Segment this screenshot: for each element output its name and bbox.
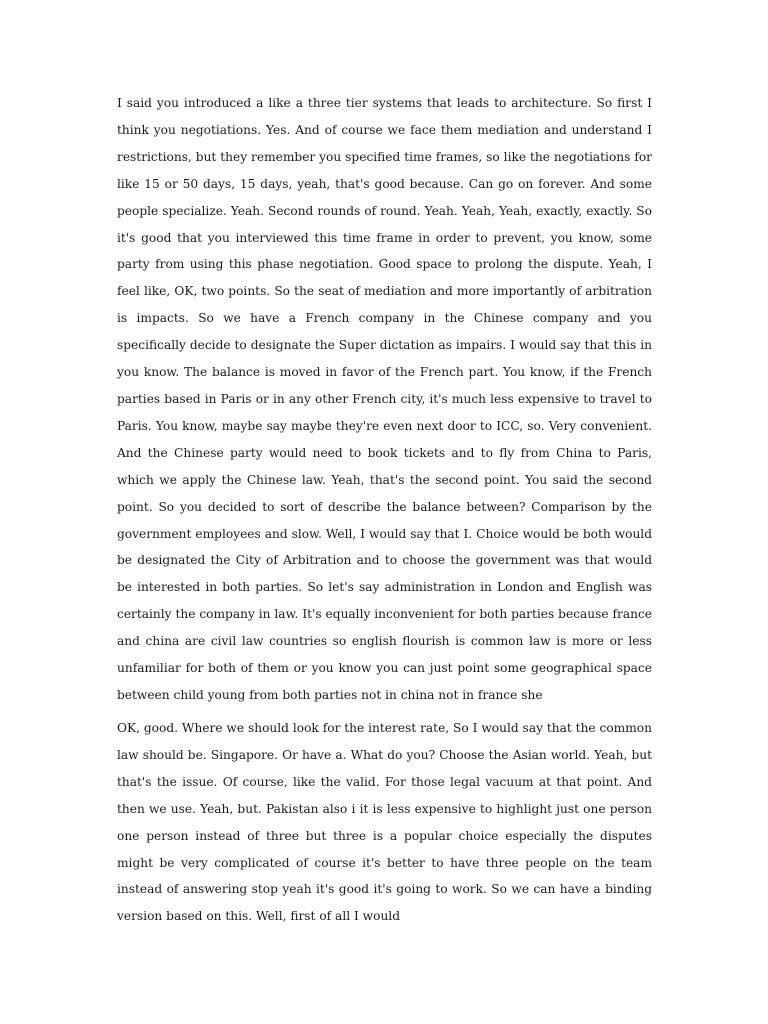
paragraph-1: I said you introduced a like a three tier systems that leads to architecture. So first I think you negotiations. Yes. And of course we face them mediation and understand I restrictions, but they remember you specified time frames, so like the negotiations for like 15 or 50 days, 15 days, yeah, that's good because. Can go on forever. And some people specialize. Yeah. Second rounds of round. Yeah. Yeah, Yeah, exactly, exactly. So it's good that you interviewed this time frame in order to prevent, you know, some party from using this phase negotiation. Good space to prolong the dispute. Yeah, I feel like, OK, two points. So the seat of mediation and more importantly of arbitration is impacts. So we have a French company in the Chinese company and you specifically decide to designate the Super dictation as impairs. I would say that this in you know. The balance is moved in favor of the French part. You know, if the French parties based in Paris or in any other French city, it's much less expensive to travel to Paris. You know, maybe say maybe they're even next door to ICC, so. Very convenient. And the Chinese party would need to book tickets and to fly from China to Paris, which we apply the Chinese law. Yeah, that's the second point. You said the second point. So you decided to sort of describe the balance between? Comparison by the government employees and slow. Well, I would say that I. Choice would be both would be designated the City of Arbitration and to choose the government was that would be interested in both parties. So let's say administration in London and English was certainly the company in law. It's equally inconvenient for both parties because france and china are civil law countries so english flourish is common law is more or less unfamiliar for both of them or you know you can just point some geographical space between child young from both parties not in china not in france she [117,96,652,702]
paragraph-2: OK, good. Where we should look for the interest rate, So I would say that the common law should be. Singapore. Or have a. What do you? Choose the Asian world. Yeah, but that's the issue. Of course, like the valid. For those legal vacuum at that point. And then we use. Yeah, but. Pakistan also i it is less expensive to highlight just one person one person instead of three but three is a popular choice especially the disputes might be very complicated of course it's better to have three people on the team instead of answering stop yeah it's good it's going to work. So we can have a binding version based on this. Well, first of all I would [117,721,652,924]
